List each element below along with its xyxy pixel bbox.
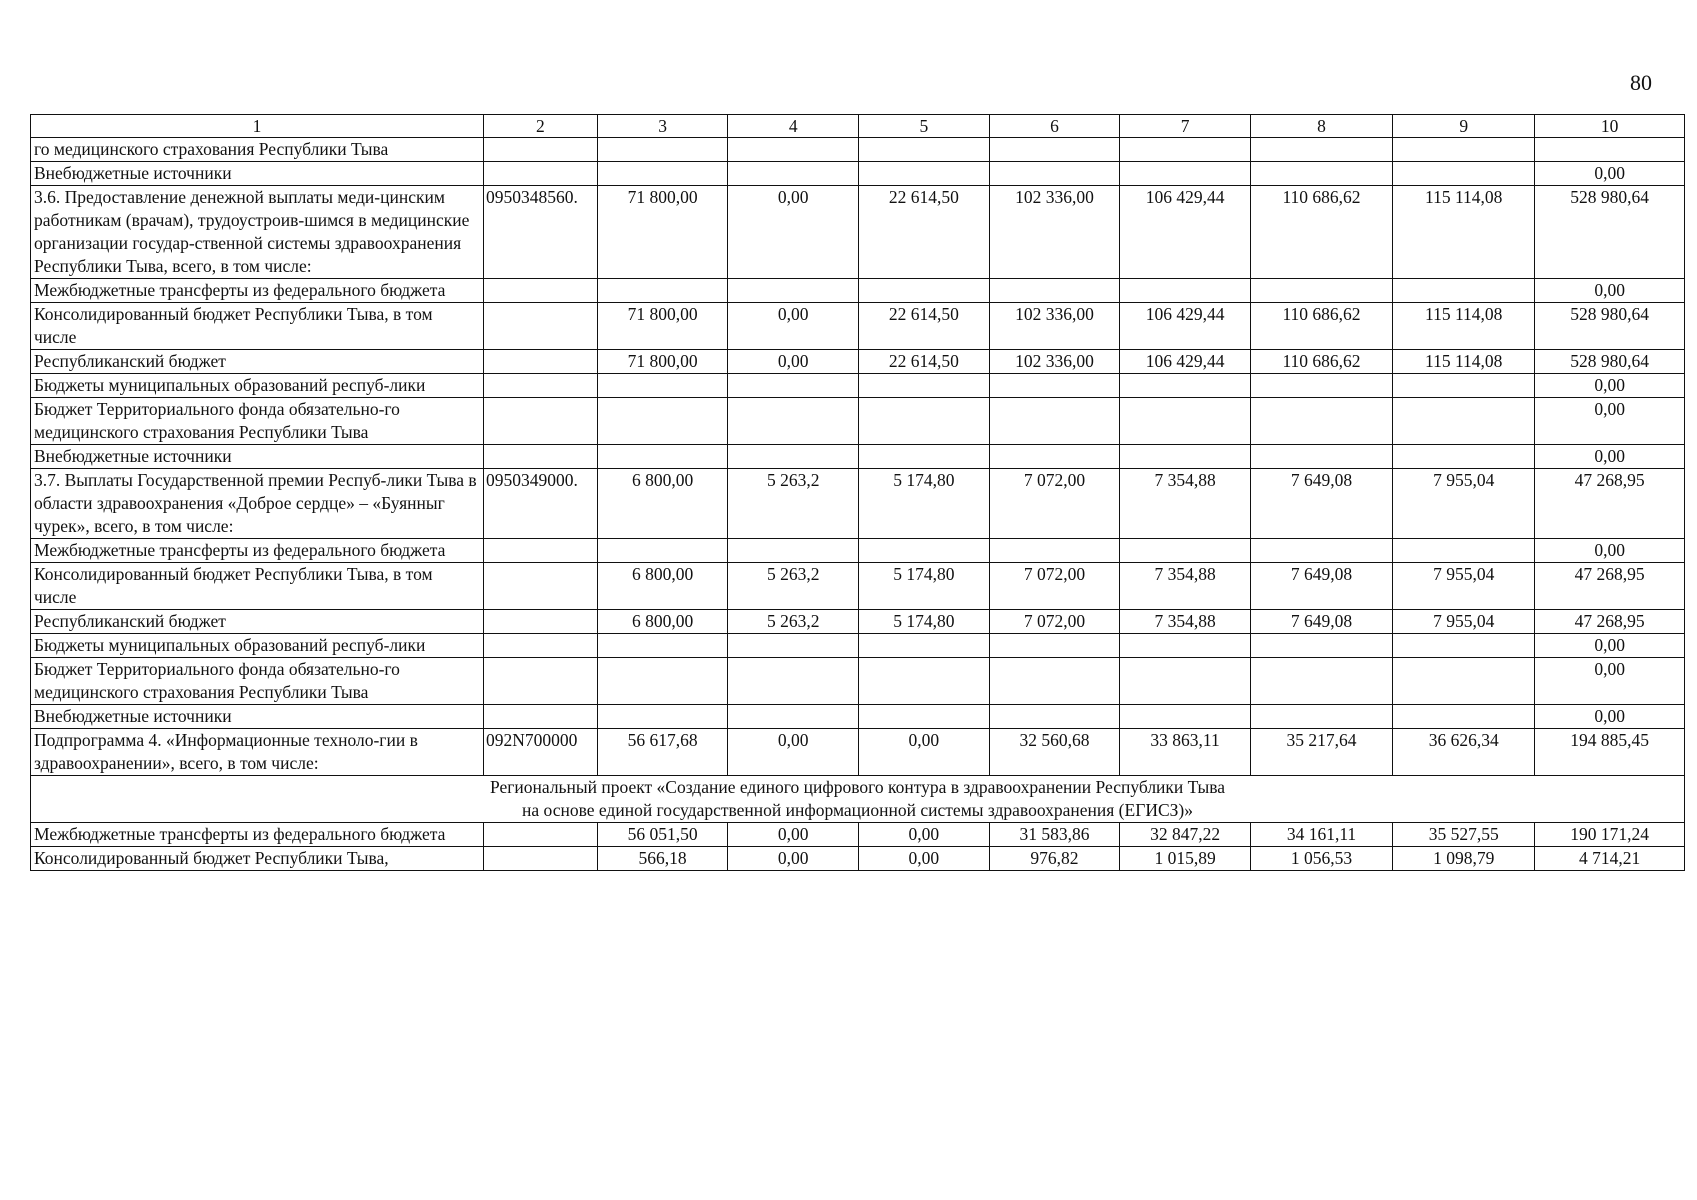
value-cell bbox=[1250, 398, 1392, 445]
value-cell bbox=[1393, 162, 1535, 186]
budget-code bbox=[484, 847, 598, 871]
row-label: Внебюджетные источники bbox=[31, 162, 484, 186]
row-label: Межбюджетные трансферты из федерального бюджета bbox=[31, 823, 484, 847]
value-cell bbox=[859, 398, 990, 445]
table-row bbox=[31, 445, 1685, 469]
column-header: 9 bbox=[1393, 115, 1535, 138]
value-cell bbox=[597, 634, 728, 658]
banner-body bbox=[31, 776, 1685, 823]
value-cell bbox=[1250, 705, 1392, 729]
value-cell: 35 527,55 bbox=[1393, 823, 1535, 847]
budget-code bbox=[484, 162, 598, 186]
value-cell: 0,00 bbox=[1535, 279, 1685, 303]
value-cell bbox=[728, 445, 859, 469]
budget-code: 0950348560. bbox=[484, 186, 598, 279]
value-cell bbox=[1393, 539, 1535, 563]
value-cell: 7 649,08 bbox=[1250, 563, 1392, 610]
value-cell bbox=[1250, 138, 1392, 162]
value-cell bbox=[597, 705, 728, 729]
table-row bbox=[31, 350, 1685, 374]
row-label: Бюджеты муниципальных образований респуб-лики bbox=[31, 374, 484, 398]
row-label: Бюджет Территориального фонда обязательно-го медицинского страхования Республики Тыва bbox=[31, 398, 484, 445]
value-cell: 0,00 bbox=[1535, 445, 1685, 469]
budget-code bbox=[484, 705, 598, 729]
value-cell: 0,00 bbox=[859, 847, 990, 871]
value-cell: 194 885,45 bbox=[1535, 729, 1685, 776]
value-cell: 7 649,08 bbox=[1250, 610, 1392, 634]
table-row bbox=[31, 610, 1685, 634]
table-row bbox=[31, 303, 1685, 350]
value-cell bbox=[1393, 705, 1535, 729]
value-cell bbox=[597, 162, 728, 186]
value-cell: 5 263,2 bbox=[728, 563, 859, 610]
column-header: 4 bbox=[728, 115, 859, 138]
value-cell bbox=[1120, 279, 1251, 303]
value-cell bbox=[597, 138, 728, 162]
value-cell bbox=[1250, 374, 1392, 398]
value-cell bbox=[1120, 374, 1251, 398]
column-header: 2 bbox=[484, 115, 598, 138]
row-label: 3.7. Выплаты Государственной премии Респуб-лики Тыва в области здравоохранения «Доброе сердце» – «Буянныг чурек», всего, в том числе: bbox=[31, 469, 484, 539]
value-cell: 1 056,53 bbox=[1250, 847, 1392, 871]
value-cell bbox=[1393, 374, 1535, 398]
value-cell bbox=[859, 138, 990, 162]
value-cell: 5 263,2 bbox=[728, 469, 859, 539]
budget-code bbox=[484, 563, 598, 610]
table-row bbox=[31, 138, 1685, 162]
row-label: Консолидированный бюджет Республики Тыва, в том числе bbox=[31, 303, 484, 350]
value-cell bbox=[859, 279, 990, 303]
table-row bbox=[31, 823, 1685, 847]
table-row bbox=[31, 469, 1685, 539]
value-cell bbox=[597, 445, 728, 469]
column-header: 8 bbox=[1250, 115, 1392, 138]
value-cell bbox=[859, 634, 990, 658]
value-cell: 528 980,64 bbox=[1535, 350, 1685, 374]
value-cell: 1 098,79 bbox=[1393, 847, 1535, 871]
value-cell bbox=[1120, 539, 1251, 563]
value-cell bbox=[859, 658, 990, 705]
row-label: Консолидированный бюджет Республики Тыва, bbox=[31, 847, 484, 871]
value-cell bbox=[989, 162, 1120, 186]
value-cell: 115 114,08 bbox=[1393, 186, 1535, 279]
column-header: 5 bbox=[859, 115, 990, 138]
value-cell: 7 955,04 bbox=[1393, 610, 1535, 634]
value-cell: 32 847,22 bbox=[1120, 823, 1251, 847]
column-header: 1 bbox=[31, 115, 484, 138]
table-body bbox=[31, 138, 1685, 776]
table-row bbox=[31, 162, 1685, 186]
row-label: Бюджеты муниципальных образований респуб-лики bbox=[31, 634, 484, 658]
table-row bbox=[31, 563, 1685, 610]
value-cell bbox=[1393, 445, 1535, 469]
row-label: Бюджет Территориального фонда обязательно-го медицинского страхования Республики Тыва bbox=[31, 658, 484, 705]
value-cell: 110 686,62 bbox=[1250, 350, 1392, 374]
value-cell: 0,00 bbox=[1535, 374, 1685, 398]
value-cell: 106 429,44 bbox=[1120, 350, 1251, 374]
banner-line-2: на основе единой государственной информационной системы здравоохранения (ЕГИСЗ)» bbox=[522, 800, 1193, 820]
value-cell bbox=[1250, 658, 1392, 705]
table-row bbox=[31, 634, 1685, 658]
page-number: 80 bbox=[1630, 70, 1652, 95]
table-row bbox=[31, 847, 1685, 871]
value-cell: 7 354,88 bbox=[1120, 610, 1251, 634]
value-cell bbox=[728, 658, 859, 705]
value-cell: 0,00 bbox=[1535, 539, 1685, 563]
table-row bbox=[31, 398, 1685, 445]
value-cell: 0,00 bbox=[728, 847, 859, 871]
value-cell: 5 263,2 bbox=[728, 610, 859, 634]
value-cell: 115 114,08 bbox=[1393, 350, 1535, 374]
row-label: Межбюджетные трансферты из федерального бюджета bbox=[31, 539, 484, 563]
value-cell: 7 955,04 bbox=[1393, 563, 1535, 610]
value-cell: 4 714,21 bbox=[1535, 847, 1685, 871]
value-cell bbox=[1250, 445, 1392, 469]
value-cell: 47 268,95 bbox=[1535, 610, 1685, 634]
value-cell bbox=[597, 398, 728, 445]
table-row bbox=[31, 729, 1685, 776]
value-cell: 7 955,04 bbox=[1393, 469, 1535, 539]
regional-project-banner-row bbox=[31, 776, 1685, 823]
value-cell bbox=[1120, 162, 1251, 186]
value-cell bbox=[989, 539, 1120, 563]
value-cell: 102 336,00 bbox=[989, 350, 1120, 374]
budget-table bbox=[30, 114, 1685, 871]
value-cell: 7 072,00 bbox=[989, 610, 1120, 634]
row-label: Внебюджетные источники bbox=[31, 705, 484, 729]
value-cell bbox=[597, 279, 728, 303]
value-cell: 71 800,00 bbox=[597, 350, 728, 374]
value-cell bbox=[728, 374, 859, 398]
value-cell bbox=[728, 634, 859, 658]
row-label: го медицинского страхования Республики Тыва bbox=[31, 138, 484, 162]
value-cell: 22 614,50 bbox=[859, 186, 990, 279]
value-cell bbox=[1250, 539, 1392, 563]
value-cell bbox=[989, 279, 1120, 303]
value-cell: 566,18 bbox=[597, 847, 728, 871]
column-header: 7 bbox=[1120, 115, 1251, 138]
value-cell bbox=[597, 539, 728, 563]
value-cell bbox=[989, 374, 1120, 398]
row-label: Межбюджетные трансферты из федерального бюджета bbox=[31, 279, 484, 303]
value-cell: 5 174,80 bbox=[859, 563, 990, 610]
value-cell bbox=[728, 539, 859, 563]
value-cell: 106 429,44 bbox=[1120, 303, 1251, 350]
value-cell bbox=[1250, 279, 1392, 303]
value-cell: 6 800,00 bbox=[597, 610, 728, 634]
value-cell: 0,00 bbox=[728, 823, 859, 847]
table-row bbox=[31, 279, 1685, 303]
value-cell: 5 174,80 bbox=[859, 610, 990, 634]
row-label: Консолидированный бюджет Республики Тыва, в том числе bbox=[31, 563, 484, 610]
value-cell: 106 429,44 bbox=[1120, 186, 1251, 279]
value-cell bbox=[728, 279, 859, 303]
value-cell: 7 072,00 bbox=[989, 469, 1120, 539]
table-row bbox=[31, 374, 1685, 398]
budget-code bbox=[484, 138, 598, 162]
budget-code bbox=[484, 634, 598, 658]
value-cell: 0,00 bbox=[859, 823, 990, 847]
value-cell: 0,00 bbox=[1535, 658, 1685, 705]
value-cell: 0,00 bbox=[728, 303, 859, 350]
value-cell bbox=[728, 138, 859, 162]
value-cell bbox=[989, 658, 1120, 705]
value-cell bbox=[859, 374, 990, 398]
table-row bbox=[31, 658, 1685, 705]
value-cell: 7 354,88 bbox=[1120, 469, 1251, 539]
value-cell bbox=[859, 162, 990, 186]
column-header: 10 bbox=[1535, 115, 1685, 138]
value-cell bbox=[1120, 445, 1251, 469]
value-cell: 7 649,08 bbox=[1250, 469, 1392, 539]
value-cell: 71 800,00 bbox=[597, 303, 728, 350]
row-label: 3.6. Предоставление денежной выплаты меди-цинским работникам (врачам), трудоустроив-шимся в медицинские организации государ-ственной системы здравоохранения Республики Тыва, всего, в том числе: bbox=[31, 186, 484, 279]
value-cell: 33 863,11 bbox=[1120, 729, 1251, 776]
value-cell bbox=[1120, 398, 1251, 445]
value-cell bbox=[1393, 138, 1535, 162]
value-cell bbox=[1250, 634, 1392, 658]
table-row bbox=[31, 705, 1685, 729]
value-cell bbox=[728, 705, 859, 729]
value-cell: 0,00 bbox=[728, 186, 859, 279]
value-cell: 0,00 bbox=[728, 729, 859, 776]
value-cell: 34 161,11 bbox=[1250, 823, 1392, 847]
value-cell: 0,00 bbox=[1535, 634, 1685, 658]
banner-line-1: Региональный проект «Создание единого цифрового контура в здравоохранении Республики Тыва bbox=[489, 777, 1226, 797]
value-cell: 0,00 bbox=[1535, 398, 1685, 445]
value-cell: 47 268,95 bbox=[1535, 469, 1685, 539]
value-cell bbox=[597, 374, 728, 398]
value-cell: 102 336,00 bbox=[989, 303, 1120, 350]
value-cell: 110 686,62 bbox=[1250, 303, 1392, 350]
value-cell bbox=[1120, 634, 1251, 658]
value-cell: 35 217,64 bbox=[1250, 729, 1392, 776]
value-cell: 22 614,50 bbox=[859, 303, 990, 350]
row-label: Республиканский бюджет bbox=[31, 350, 484, 374]
value-cell: 1 015,89 bbox=[1120, 847, 1251, 871]
value-cell bbox=[859, 445, 990, 469]
value-cell: 7 354,88 bbox=[1120, 563, 1251, 610]
value-cell: 5 174,80 bbox=[859, 469, 990, 539]
column-header: 3 bbox=[597, 115, 728, 138]
value-cell: 7 072,00 bbox=[989, 563, 1120, 610]
budget-code bbox=[484, 445, 598, 469]
budget-code: 092N700000 bbox=[484, 729, 598, 776]
value-cell: 0,00 bbox=[1535, 162, 1685, 186]
value-cell: 102 336,00 bbox=[989, 186, 1120, 279]
value-cell bbox=[1250, 162, 1392, 186]
budget-code bbox=[484, 610, 598, 634]
budget-code bbox=[484, 658, 598, 705]
value-cell bbox=[989, 445, 1120, 469]
value-cell: 528 980,64 bbox=[1535, 186, 1685, 279]
row-label: Подпрограмма 4. «Информационные техноло-гии в здравоохранении», всего, в том числе: bbox=[31, 729, 484, 776]
value-cell bbox=[859, 705, 990, 729]
value-cell bbox=[989, 705, 1120, 729]
value-cell: 190 171,24 bbox=[1535, 823, 1685, 847]
value-cell bbox=[728, 398, 859, 445]
value-cell: 56 617,68 bbox=[597, 729, 728, 776]
value-cell: 6 800,00 bbox=[597, 469, 728, 539]
row-label: Внебюджетные источники bbox=[31, 445, 484, 469]
value-cell bbox=[1393, 279, 1535, 303]
value-cell: 976,82 bbox=[989, 847, 1120, 871]
value-cell bbox=[1393, 658, 1535, 705]
value-cell bbox=[597, 658, 728, 705]
value-cell bbox=[989, 398, 1120, 445]
table-row bbox=[31, 186, 1685, 279]
value-cell: 32 560,68 bbox=[989, 729, 1120, 776]
value-cell bbox=[1393, 398, 1535, 445]
value-cell: 0,00 bbox=[859, 729, 990, 776]
value-cell bbox=[1120, 658, 1251, 705]
value-cell bbox=[1120, 705, 1251, 729]
value-cell: 6 800,00 bbox=[597, 563, 728, 610]
budget-code bbox=[484, 350, 598, 374]
value-cell bbox=[989, 634, 1120, 658]
value-cell: 47 268,95 bbox=[1535, 563, 1685, 610]
column-header: 6 bbox=[989, 115, 1120, 138]
value-cell: 115 114,08 bbox=[1393, 303, 1535, 350]
budget-code bbox=[484, 303, 598, 350]
value-cell bbox=[989, 138, 1120, 162]
value-cell: 22 614,50 bbox=[859, 350, 990, 374]
budget-code bbox=[484, 374, 598, 398]
column-number-row bbox=[31, 115, 1685, 138]
value-cell: 0,00 bbox=[1535, 705, 1685, 729]
value-cell bbox=[728, 162, 859, 186]
value-cell: 56 051,50 bbox=[597, 823, 728, 847]
value-cell bbox=[1393, 634, 1535, 658]
budget-code bbox=[484, 398, 598, 445]
table-body-after bbox=[31, 823, 1685, 871]
budget-code bbox=[484, 539, 598, 563]
budget-code bbox=[484, 279, 598, 303]
regional-project-banner bbox=[31, 776, 1685, 823]
budget-code: 0950349000. bbox=[484, 469, 598, 539]
value-cell: 528 980,64 bbox=[1535, 303, 1685, 350]
value-cell: 71 800,00 bbox=[597, 186, 728, 279]
row-label: Республиканский бюджет bbox=[31, 610, 484, 634]
value-cell: 31 583,86 bbox=[989, 823, 1120, 847]
value-cell: 0,00 bbox=[728, 350, 859, 374]
budget-code bbox=[484, 823, 598, 847]
value-cell bbox=[1535, 138, 1685, 162]
table-row bbox=[31, 539, 1685, 563]
value-cell: 36 626,34 bbox=[1393, 729, 1535, 776]
value-cell: 110 686,62 bbox=[1250, 186, 1392, 279]
value-cell bbox=[859, 539, 990, 563]
value-cell bbox=[1120, 138, 1251, 162]
